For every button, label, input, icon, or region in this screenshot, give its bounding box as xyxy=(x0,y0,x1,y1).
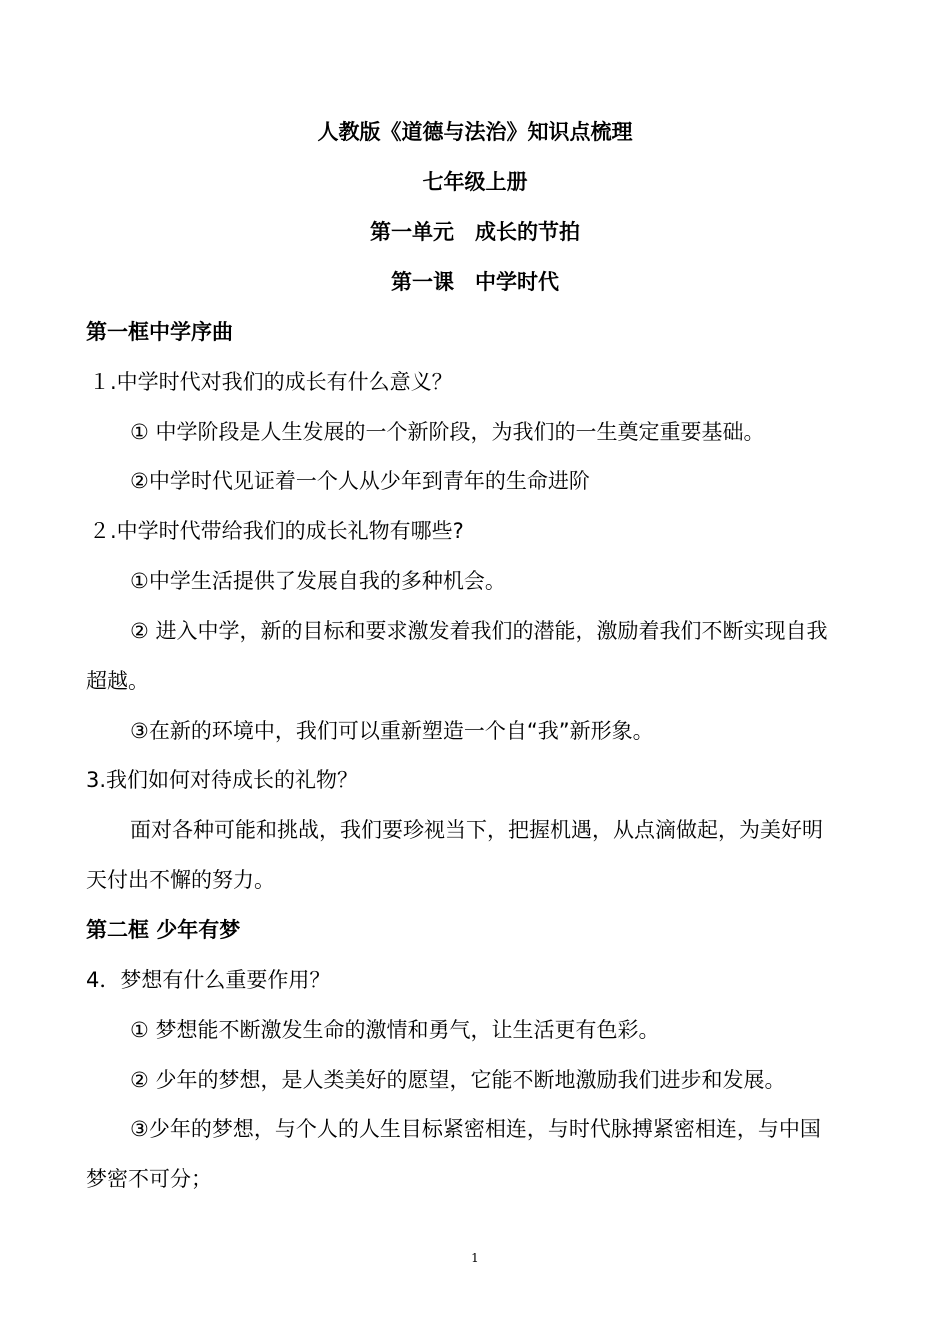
answer-4-3-line-2: 梦密不可分； xyxy=(86,1167,212,1191)
answer-2-1: ①中学生活提供了发展自我的多种机会。 xyxy=(130,569,506,593)
document-title: 人教版《道德与法治》知识点梳理 xyxy=(317,120,633,144)
unit-heading: 第一单元 成长的节拍 xyxy=(370,220,580,244)
answer-2-2-line-2: 超越。 xyxy=(86,669,149,693)
answer-4-1: ① 梦想能不断激发生命的激情和勇气，让生活更有色彩。 xyxy=(130,1018,660,1042)
lesson-heading: 第一课 中学时代 xyxy=(391,270,559,294)
answer-2-2-line-1: ② 进入中学，新的目标和要求激发着我们的潜能，激励着我们不断实现自我 xyxy=(130,619,828,643)
page-number: 1 xyxy=(471,1251,479,1265)
section-heading-1: 第一框中学序曲 xyxy=(86,320,233,344)
answer-1-2: ②中学时代见证着一个人从少年到青年的生命进阶 xyxy=(130,469,590,493)
grade-heading: 七年级上册 xyxy=(422,170,528,194)
section-heading-2: 第二框 少年有梦 xyxy=(86,918,241,942)
question-4: 4．梦想有什么重要作用？ xyxy=(86,968,331,992)
answer-1-1: ① 中学阶段是人生发展的一个新阶段，为我们的一生奠定重要基础。 xyxy=(130,420,765,444)
answer-3-line-2: 天付出不懈的努力。 xyxy=(86,868,275,892)
answer-3-line-1: 面对各种可能和挑战，我们要珍视当下，把握机遇，从点滴做起，为美好明 xyxy=(130,818,823,842)
answer-4-3-line-1: ③少年的梦想，与个人的人生目标紧密相连，与时代脉搏紧密相连，与中国 xyxy=(130,1117,821,1141)
answer-2-3: ③在新的环境中，我们可以重新塑造一个自“我”新形象。 xyxy=(130,719,654,743)
question-2: ２.中学时代带给我们的成长礼物有哪些? xyxy=(89,519,464,543)
answer-4-2: ② 少年的梦想，是人类美好的愿望，它能不断地激励我们进步和发展。 xyxy=(130,1068,786,1092)
question-1: １.中学时代对我们的成长有什么意义？ xyxy=(89,370,453,394)
question-3: 3.我们如何对待成长的礼物？ xyxy=(86,768,359,792)
